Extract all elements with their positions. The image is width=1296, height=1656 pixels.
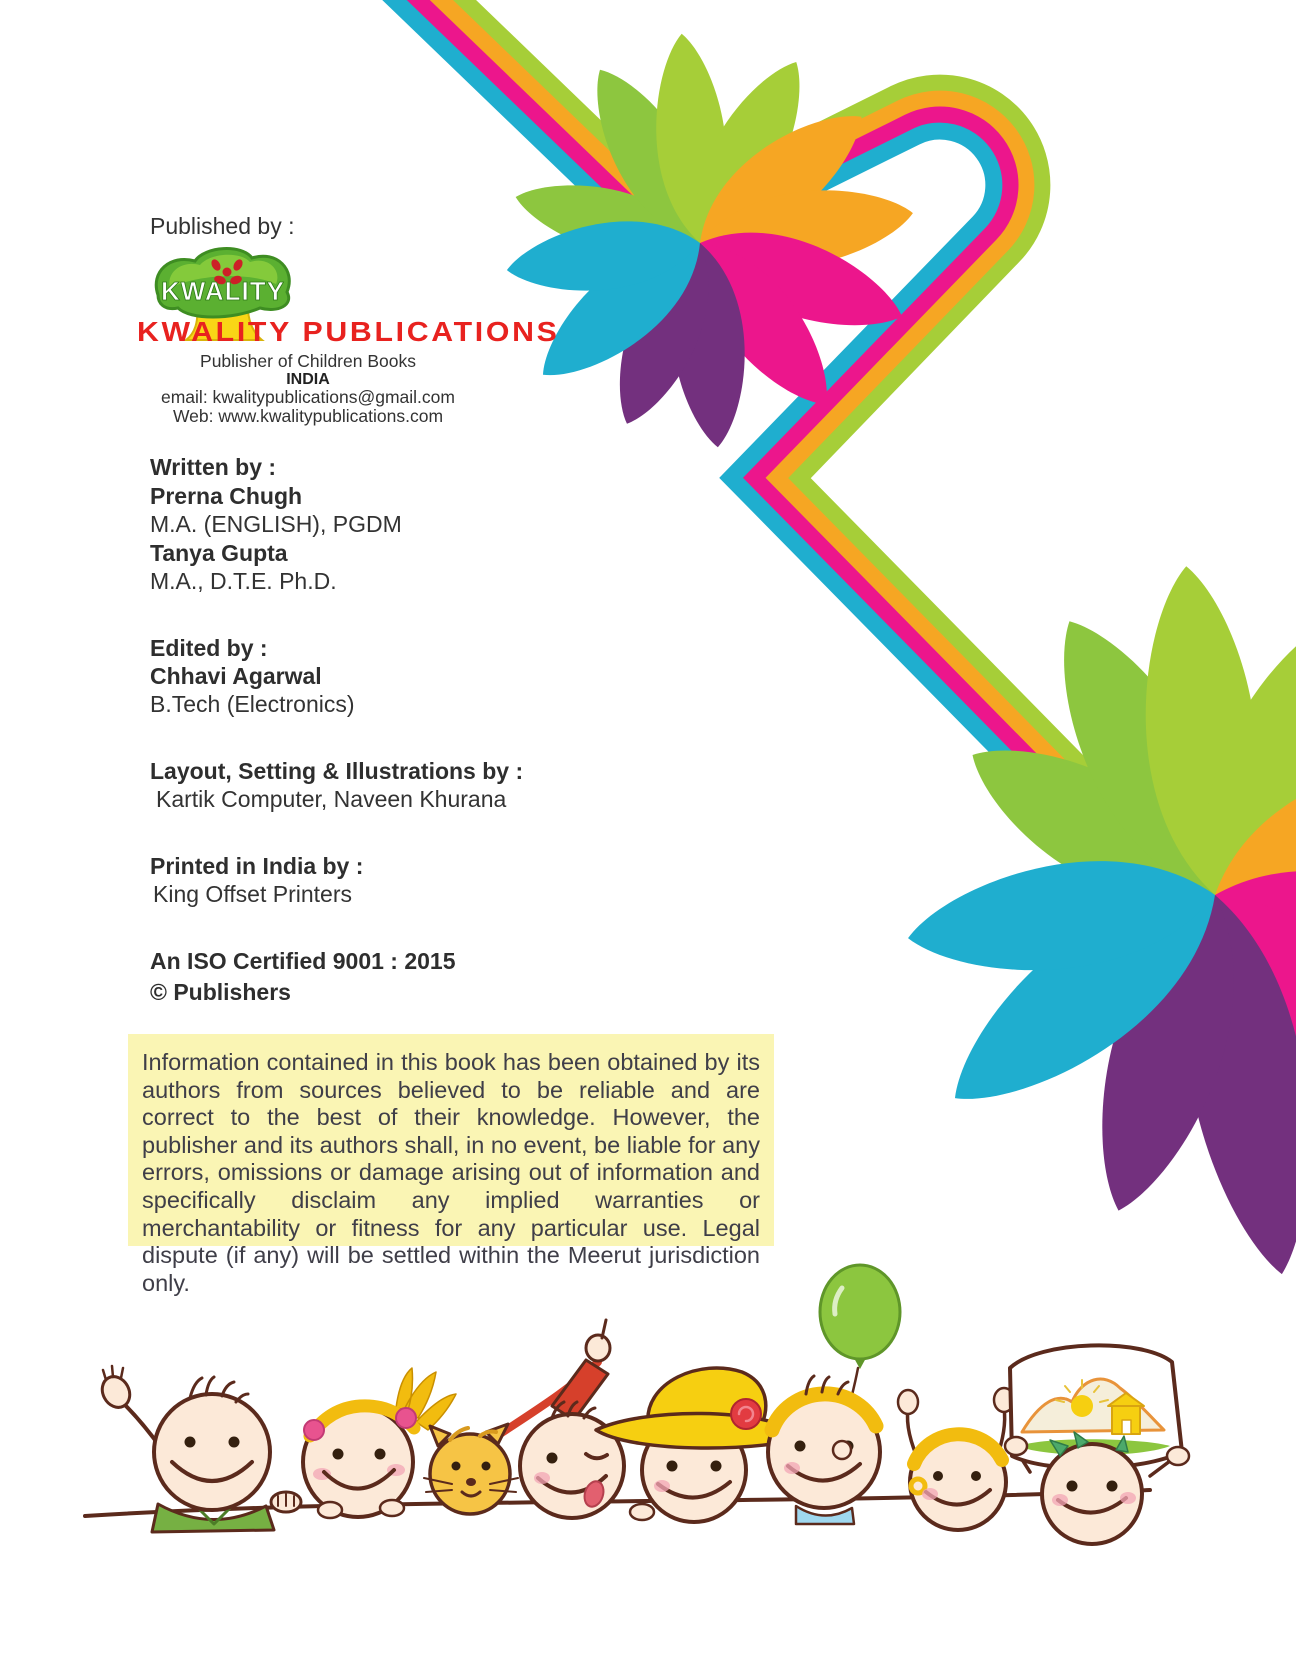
child-girl-pigtails: [303, 1368, 456, 1518]
hair-bow: [396, 1408, 416, 1428]
child-girl-waving: [898, 1388, 1014, 1530]
author-qualification: M.A. (ENGLISH), PGDM: [150, 511, 402, 537]
disclaimer-text: Information contained in this book has been obtained by its authors from sources believed to be reliable and are correct to the best of their knowledge. However, the publisher and its authors shall, in no event, be liable for any errors, omissions or damage arising out of information and specifically disclaim any implied warranties or merchantability or fitness for any particular use. Legal dispute (if any) will be settled within the Meerut jurisdiction only.: [142, 1049, 760, 1296]
drawn-sun: [1071, 1395, 1093, 1417]
children-illustration: [85, 1265, 1189, 1544]
hair-bow: [304, 1420, 324, 1440]
publisher-email: email: kwalitypublications@gmail.com: [161, 387, 455, 407]
author-name: Prerna Chugh: [150, 483, 303, 509]
author-name: Tanya Gupta: [150, 540, 288, 566]
editor-name: Chhavi Agarwal: [150, 663, 322, 689]
copyright-line: © Publishers: [150, 979, 291, 1005]
hat-flower: [731, 1399, 761, 1429]
logo-wordmark: KWALITY: [161, 276, 285, 306]
child-banner-holder: [1005, 1345, 1189, 1544]
publisher-country: INDIA: [286, 371, 330, 388]
layout-names: Kartik Computer, Naveen Khurana: [156, 786, 507, 812]
author-qualification: M.A., D.T.E. Ph.D.: [150, 568, 337, 594]
waving-hand: [97, 1366, 135, 1412]
printer-name: King Offset Printers: [153, 881, 352, 907]
edited-by-label: Edited by :: [150, 635, 268, 661]
iso-certification-line: An ISO Certified 9001 : 2015: [150, 948, 456, 974]
disclaimer-box: [128, 1034, 774, 1296]
layout-by-label: Layout, Setting & Illustrations by :: [150, 758, 524, 784]
editor-qualification: B.Tech (Electronics): [150, 691, 355, 717]
child-winking: [520, 1320, 624, 1518]
publisher-brand-name: KWALITY PUBLICATIONS: [137, 316, 560, 347]
published-by-label: Published by :: [150, 213, 295, 239]
printed-by-label: Printed in India by :: [150, 853, 364, 879]
written-by-label: Written by :: [150, 454, 277, 480]
publisher-tagline: Publisher of Children Books: [200, 351, 416, 371]
publisher-website: Web: www.kwalitypublications.com: [172, 406, 444, 426]
child-balloon-boy: [768, 1265, 900, 1524]
